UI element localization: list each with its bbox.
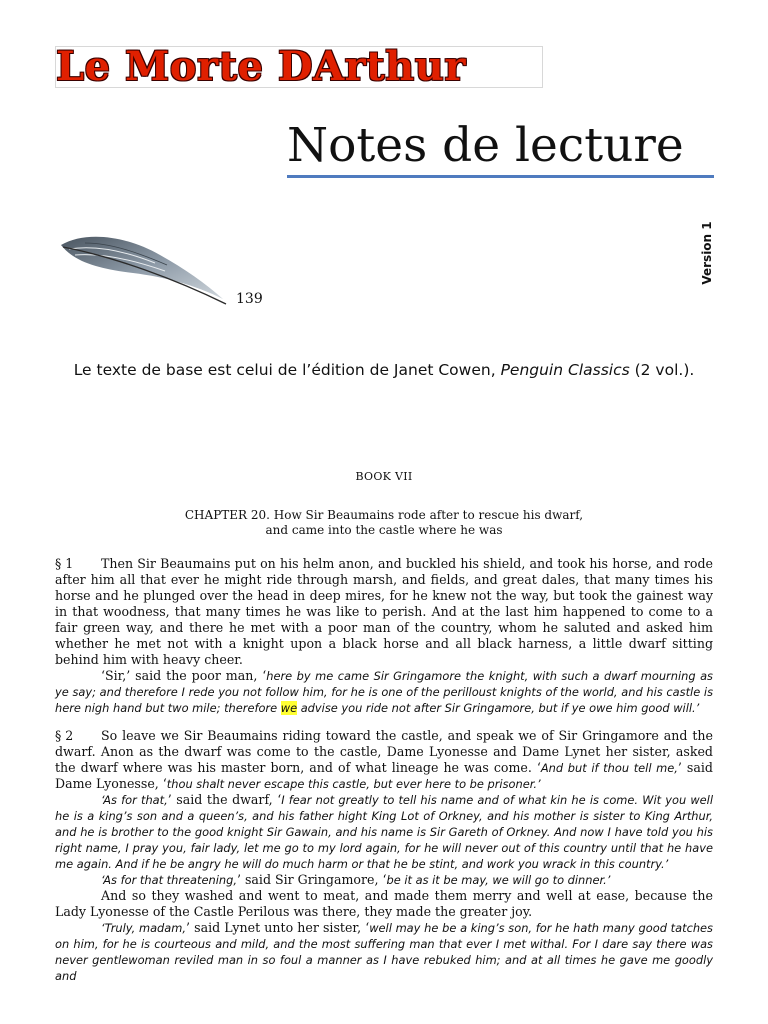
paragraph: ‘As for that threatening,’ said Sir Gringamore, ‘be it as it be may, we will go to dinner.’ bbox=[101, 872, 611, 887]
paragraph: § 2 So leave we Sir Beaumains riding toward the castle, and speak we of Sir Gringamore and the dwarf. Anon as the dwarf was come to the castle, Dame Lyonesse and Dame Lynet her sister, asked the dwarf where was his master born, and of what lineage he was come. ‘And but if thou tell me,’ said Dame Lyonesse, ‘thou shalt never escape this castle, but ever here to be prisoner.’ bbox=[55, 728, 713, 791]
section-number: § 1 bbox=[55, 556, 74, 571]
page-number: 139 bbox=[236, 291, 263, 307]
subtitle-underline bbox=[287, 175, 714, 178]
main-title: Le Morte DArthur bbox=[55, 46, 543, 88]
chapter-heading: CHAPTER 20. How Sir Beaumains rode after to rescue his dwarf, and came into the castle where he was bbox=[184, 508, 584, 537]
paragraph: And so they washed and went to meat, and made them merry and well at ease, because the Lady Lyonesse of the Castle Perilous was there, they made the greater joy. bbox=[55, 888, 713, 919]
body-text bbox=[55, 556, 713, 984]
subtitle: Notes de lecture bbox=[287, 118, 684, 173]
paragraph: § 1 Then Sir Beaumains put on his helm anon, and buckled his shield, and took his horse, and rode after him all that ever he might ride through marsh, and fields, and great dales, that many times his horse and he plunged over the head in deep mires, for he knew not the way, but took the gainest way in that woodness, that many times he was like to perish. And at the last him happened to come to a fair green way, and there he met with a poor man of the country, whom he saluted and asked him whether he met not with a knight upon a black horse and all black harness, a little dwarf sitting behind him with heavy cheer. bbox=[55, 556, 713, 667]
paragraph: ‘As for that,’ said the dwarf, ‘I fear not greatly to tell his name and of what kin he is come. Wit you well he is a king’s son and a queen’s, and his father hight King Lot of Orkney, and his mother is sister to King Arthur, and he is brother to the good knight Sir Gawain, and his name is Sir Gareth of Orkney. And now I have told you his right name, I pray you, fair lady, let me go to my lord again, for he will never out of this country until that he have me again. And if he be angry he will do much harm or that he be stint, and work you wrack in this country.’ bbox=[55, 792, 714, 871]
version-label: Version 1 bbox=[700, 221, 714, 285]
highlighted-word: we bbox=[280, 701, 298, 715]
paragraph: ‘Sir,’ said the poor man, ‘here by me came Sir Gringamore the knight, with such a dwarf mourning as ye say; and therefore I rede you not follow him, for he is one of the perilloust knights of the world, and his castle is here nigh hand but two mile; therefore we advise you ride not after Sir Gringamore, but if ye owe him good will.’ bbox=[55, 668, 713, 715]
section-number: § 2 bbox=[55, 728, 74, 743]
edition-note: Le texte de base est celui de l’édition de Janet Cowen, Penguin Classics (2 vol.). bbox=[73, 361, 695, 379]
feather-quill-icon bbox=[55, 233, 230, 307]
book-heading: BOOK VII bbox=[355, 470, 413, 483]
paragraph: ‘Truly, madam,’ said Lynet unto her sister, ‘well may he be a king’s son, for he hath many good tatches on him, for he is courteous and mild, and the most suffering man that ever I met withal. For I dare say there was never gentlewoman reviled man in so foul a manner as I have rebuked him; and at all times he gave me goodly and bbox=[55, 920, 713, 983]
